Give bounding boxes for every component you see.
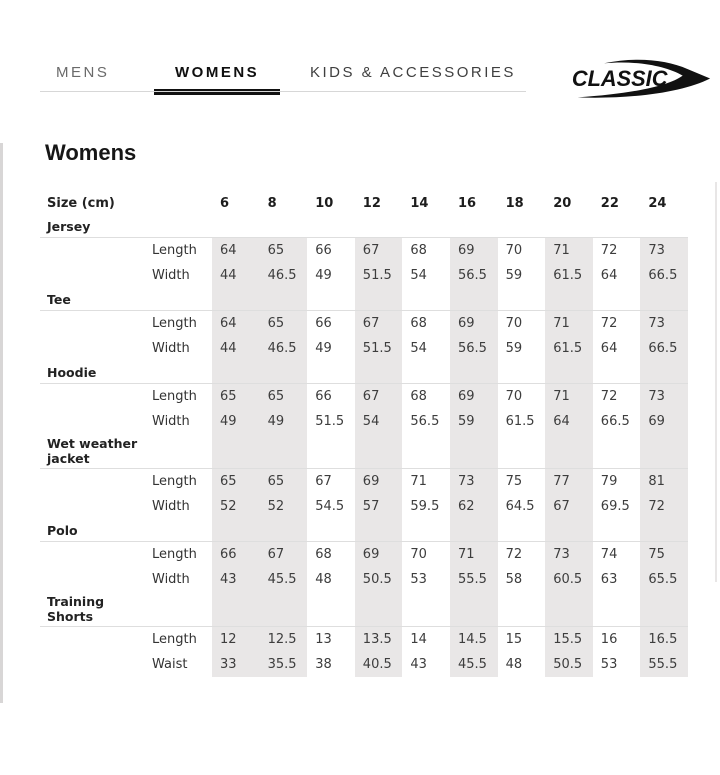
size-table bbox=[40, 191, 688, 677]
size-value: 73 bbox=[545, 542, 593, 567]
size-value: 66 bbox=[315, 389, 332, 404]
row-label: Width bbox=[152, 268, 190, 283]
size-value: 72 bbox=[640, 494, 688, 519]
column-stripe bbox=[402, 434, 450, 468]
column-stripe bbox=[212, 434, 260, 468]
row-spacer bbox=[40, 311, 145, 336]
column-stripe bbox=[212, 361, 260, 383]
table-row bbox=[40, 542, 688, 567]
size-value: 67 bbox=[355, 238, 403, 263]
table-row bbox=[40, 434, 688, 469]
size-value: 50.5 bbox=[355, 567, 403, 592]
size-value: 65 bbox=[260, 238, 308, 263]
size-value: 45.5 bbox=[260, 567, 308, 592]
column-stripe bbox=[593, 434, 641, 468]
size-value: 72 bbox=[600, 243, 618, 258]
column-stripe bbox=[498, 288, 546, 310]
size-column-header: 24 bbox=[648, 195, 667, 211]
brand-logo-text: CLASSIC bbox=[571, 66, 668, 92]
column-stripe bbox=[450, 215, 498, 237]
size-value: 69 bbox=[355, 542, 403, 567]
column-stripe bbox=[355, 434, 403, 468]
size-value: 75 bbox=[640, 542, 688, 567]
column-stripe bbox=[402, 592, 450, 626]
size-column-header: 10 bbox=[315, 195, 334, 211]
size-value: 49 bbox=[212, 409, 260, 434]
size-value: 69 bbox=[450, 311, 498, 336]
size-value: 14.5 bbox=[450, 627, 498, 652]
row-label: Width bbox=[152, 341, 190, 356]
size-value: 55.5 bbox=[450, 567, 498, 592]
size-value: 64 bbox=[600, 341, 618, 356]
table-row bbox=[40, 311, 688, 336]
size-value: 65.5 bbox=[640, 567, 688, 592]
size-value: 66 bbox=[315, 316, 332, 331]
size-table-header-label: Size (cm) bbox=[47, 195, 115, 211]
column-stripe bbox=[593, 592, 641, 626]
size-value: 71 bbox=[545, 384, 593, 409]
size-value: 73 bbox=[640, 384, 688, 409]
size-value: 64 bbox=[212, 238, 260, 263]
size-value: 56.5 bbox=[410, 414, 440, 429]
table-row bbox=[40, 592, 688, 627]
size-value: 66 bbox=[212, 542, 260, 567]
column-stripe bbox=[450, 361, 498, 383]
column-stripe bbox=[355, 592, 403, 626]
size-value: 61.5 bbox=[545, 336, 593, 361]
size-value: 46.5 bbox=[260, 263, 308, 288]
size-value: 66.5 bbox=[640, 263, 688, 288]
size-value: 48 bbox=[315, 572, 332, 587]
column-stripe bbox=[450, 434, 498, 468]
row-spacer bbox=[40, 409, 145, 434]
column-stripe bbox=[545, 434, 593, 468]
size-value: 51.5 bbox=[355, 336, 403, 361]
column-stripe bbox=[355, 361, 403, 383]
size-value: 50.5 bbox=[545, 652, 593, 677]
size-value: 66 bbox=[315, 243, 332, 258]
column-stripe bbox=[212, 592, 260, 626]
column-stripe bbox=[593, 519, 641, 541]
section-label-text: Hoodie bbox=[47, 364, 97, 380]
column-stripe bbox=[307, 215, 355, 237]
row-spacer bbox=[40, 336, 145, 361]
size-value: 53 bbox=[410, 572, 427, 587]
size-column-header: 22 bbox=[600, 195, 619, 211]
table-row bbox=[40, 519, 688, 542]
column-stripe bbox=[307, 288, 355, 310]
size-value: 63 bbox=[600, 572, 618, 587]
column-stripe bbox=[593, 215, 641, 237]
section-label-text: Jersey bbox=[47, 218, 91, 234]
section-label-text: Wet weather jacket bbox=[47, 436, 138, 466]
column-stripe bbox=[260, 361, 308, 383]
size-value: 69 bbox=[640, 409, 688, 434]
column-stripe bbox=[640, 288, 688, 310]
size-value: 71 bbox=[450, 542, 498, 567]
row-label: Length bbox=[152, 316, 197, 331]
size-value: 53 bbox=[600, 657, 618, 672]
size-value: 64 bbox=[600, 268, 618, 283]
size-value: 15.5 bbox=[545, 627, 593, 652]
table-row bbox=[40, 652, 688, 677]
size-value: 55.5 bbox=[640, 652, 688, 677]
size-value: 70 bbox=[410, 547, 427, 562]
row-spacer bbox=[40, 542, 145, 567]
table-row bbox=[40, 384, 688, 409]
size-value: 54 bbox=[355, 409, 403, 434]
column-stripe bbox=[450, 288, 498, 310]
row-spacer bbox=[40, 384, 145, 409]
row-spacer bbox=[40, 494, 145, 519]
size-value: 62 bbox=[450, 494, 498, 519]
size-value: 44 bbox=[212, 336, 260, 361]
size-value: 49 bbox=[260, 409, 308, 434]
size-value: 52 bbox=[260, 494, 308, 519]
column-stripe bbox=[498, 434, 546, 468]
tab-kids-accessories[interactable]: KIDS & ACCESSORIES bbox=[310, 64, 516, 81]
size-column-header: 12 bbox=[362, 195, 381, 211]
row-label: Length bbox=[152, 547, 197, 562]
size-column-header: 14 bbox=[410, 195, 429, 211]
size-value: 54 bbox=[410, 268, 427, 283]
section-label-text: Tee bbox=[47, 291, 71, 307]
size-value: 71 bbox=[545, 311, 593, 336]
size-value: 13.5 bbox=[355, 627, 403, 652]
size-value: 48 bbox=[505, 657, 523, 672]
column-stripe bbox=[498, 592, 546, 626]
size-value: 67 bbox=[355, 311, 403, 336]
size-value: 77 bbox=[545, 469, 593, 494]
column-stripe bbox=[640, 592, 688, 626]
table-row bbox=[40, 288, 688, 311]
column-stripe bbox=[307, 519, 355, 541]
size-value: 67 bbox=[315, 474, 332, 489]
size-column-header: 8 bbox=[267, 195, 277, 211]
column-stripe bbox=[545, 519, 593, 541]
column-stripe bbox=[355, 215, 403, 237]
size-value: 54.5 bbox=[315, 499, 345, 514]
section-label bbox=[40, 288, 212, 310]
size-value: 56.5 bbox=[450, 336, 498, 361]
size-value: 73 bbox=[450, 469, 498, 494]
column-stripe bbox=[640, 361, 688, 383]
row-label: Length bbox=[152, 389, 197, 404]
size-value: 16.5 bbox=[640, 627, 688, 652]
right-edge-artifact bbox=[715, 182, 717, 582]
table-row bbox=[40, 263, 688, 288]
section-label bbox=[40, 215, 212, 237]
size-value: 13 bbox=[315, 632, 332, 647]
size-value: 15 bbox=[505, 632, 523, 647]
size-value: 72 bbox=[600, 316, 618, 331]
size-value: 68 bbox=[410, 316, 427, 331]
column-stripe bbox=[402, 215, 450, 237]
size-value: 65 bbox=[260, 384, 308, 409]
size-value: 66.5 bbox=[600, 414, 630, 429]
size-value: 59.5 bbox=[410, 499, 440, 514]
size-value: 70 bbox=[505, 316, 523, 331]
brand-logo bbox=[570, 55, 712, 100]
size-value: 43 bbox=[212, 567, 260, 592]
size-column-header: 6 bbox=[220, 195, 230, 211]
size-value: 40.5 bbox=[355, 652, 403, 677]
size-value: 61.5 bbox=[545, 263, 593, 288]
column-stripe bbox=[212, 288, 260, 310]
size-value: 61.5 bbox=[505, 414, 535, 429]
column-stripe bbox=[545, 288, 593, 310]
column-stripe bbox=[640, 434, 688, 468]
size-column-header: 16 bbox=[457, 195, 477, 211]
tab-womens[interactable]: WOMENS bbox=[154, 65, 280, 95]
size-value: 69 bbox=[450, 238, 498, 263]
column-stripe bbox=[260, 592, 308, 626]
column-stripe bbox=[212, 519, 260, 541]
row-spacer bbox=[40, 263, 145, 288]
section-label bbox=[40, 361, 212, 383]
table-row bbox=[40, 238, 688, 263]
table-row bbox=[40, 567, 688, 592]
size-value: 16 bbox=[600, 632, 618, 647]
row-spacer bbox=[40, 567, 145, 592]
row-spacer bbox=[40, 627, 145, 652]
size-value: 35.5 bbox=[260, 652, 308, 677]
row-label: Width bbox=[152, 499, 190, 514]
section-label bbox=[40, 434, 212, 468]
column-stripe bbox=[545, 361, 593, 383]
left-edge-artifact bbox=[0, 143, 3, 703]
row-label: Length bbox=[152, 474, 197, 489]
row-label: Length bbox=[152, 632, 197, 647]
size-value: 51.5 bbox=[355, 263, 403, 288]
column-stripe bbox=[498, 361, 546, 383]
size-value: 75 bbox=[505, 474, 523, 489]
size-value: 51.5 bbox=[315, 414, 345, 429]
size-column-header: 20 bbox=[553, 195, 572, 211]
column-stripe bbox=[260, 519, 308, 541]
column-stripe bbox=[640, 215, 688, 237]
row-label: Width bbox=[152, 414, 190, 429]
size-column-header: 18 bbox=[505, 195, 524, 211]
section-label-text: Polo bbox=[47, 522, 78, 538]
column-stripe bbox=[260, 288, 308, 310]
size-value: 49 bbox=[315, 268, 332, 283]
size-value: 68 bbox=[315, 547, 332, 562]
tabs-divider bbox=[40, 91, 526, 92]
size-value: 69 bbox=[355, 469, 403, 494]
page-title: Womens bbox=[45, 140, 137, 165]
size-value: 79 bbox=[600, 474, 618, 489]
size-value: 65 bbox=[260, 469, 308, 494]
size-value: 70 bbox=[505, 243, 523, 258]
column-stripe bbox=[593, 361, 641, 383]
top-navigation bbox=[40, 55, 712, 101]
size-value: 64 bbox=[212, 311, 260, 336]
size-value: 65 bbox=[212, 469, 260, 494]
column-stripe bbox=[450, 592, 498, 626]
table-row bbox=[40, 627, 688, 652]
table-row bbox=[40, 409, 688, 434]
size-value: 45.5 bbox=[450, 652, 498, 677]
table-header-row bbox=[40, 191, 688, 215]
size-value: 46.5 bbox=[260, 336, 308, 361]
column-stripe bbox=[212, 215, 260, 237]
table-row bbox=[40, 215, 688, 238]
column-stripe bbox=[307, 361, 355, 383]
size-value: 67 bbox=[355, 384, 403, 409]
column-stripe bbox=[498, 215, 546, 237]
size-value: 59 bbox=[505, 341, 523, 356]
table-row bbox=[40, 494, 688, 519]
column-stripe bbox=[402, 361, 450, 383]
size-value: 60.5 bbox=[545, 567, 593, 592]
column-stripe bbox=[260, 434, 308, 468]
size-value: 71 bbox=[410, 474, 427, 489]
size-value: 12 bbox=[212, 627, 260, 652]
size-value: 59 bbox=[450, 409, 498, 434]
size-value: 65 bbox=[212, 384, 260, 409]
column-stripe bbox=[260, 215, 308, 237]
column-stripe bbox=[545, 592, 593, 626]
size-value: 71 bbox=[545, 238, 593, 263]
tab-mens[interactable]: MENS bbox=[56, 64, 110, 81]
size-value: 58 bbox=[505, 572, 523, 587]
row-spacer bbox=[40, 469, 145, 494]
size-value: 65 bbox=[260, 311, 308, 336]
size-value: 69.5 bbox=[600, 499, 630, 514]
row-spacer bbox=[40, 652, 145, 677]
size-value: 69 bbox=[450, 384, 498, 409]
row-label: Length bbox=[152, 243, 197, 258]
section-label-text: Training Shorts bbox=[47, 594, 105, 624]
column-stripe bbox=[355, 288, 403, 310]
column-stripe bbox=[355, 519, 403, 541]
column-stripe bbox=[402, 288, 450, 310]
row-label: Waist bbox=[152, 657, 188, 672]
size-value: 68 bbox=[410, 389, 427, 404]
row-spacer bbox=[40, 238, 145, 263]
size-value: 52 bbox=[212, 494, 260, 519]
column-stripe bbox=[640, 519, 688, 541]
column-stripe bbox=[307, 434, 355, 468]
section-label bbox=[40, 592, 212, 626]
size-value: 12.5 bbox=[260, 627, 308, 652]
section-label bbox=[40, 519, 212, 541]
size-value: 49 bbox=[315, 341, 332, 356]
table-row bbox=[40, 336, 688, 361]
size-value: 72 bbox=[600, 389, 618, 404]
table-row bbox=[40, 361, 688, 384]
size-value: 59 bbox=[505, 268, 523, 283]
column-stripe bbox=[545, 215, 593, 237]
size-value: 72 bbox=[505, 547, 523, 562]
size-value: 67 bbox=[545, 494, 593, 519]
size-value: 66.5 bbox=[640, 336, 688, 361]
column-stripe bbox=[498, 519, 546, 541]
size-value: 73 bbox=[640, 238, 688, 263]
size-value: 64 bbox=[545, 409, 593, 434]
column-stripe bbox=[593, 288, 641, 310]
row-label: Width bbox=[152, 572, 190, 587]
size-value: 43 bbox=[410, 657, 427, 672]
size-value: 70 bbox=[505, 389, 523, 404]
size-value: 81 bbox=[640, 469, 688, 494]
size-value: 67 bbox=[260, 542, 308, 567]
size-value: 33 bbox=[212, 652, 260, 677]
size-value: 56.5 bbox=[450, 263, 498, 288]
size-value: 68 bbox=[410, 243, 427, 258]
size-value: 57 bbox=[355, 494, 403, 519]
size-value: 73 bbox=[640, 311, 688, 336]
size-value: 74 bbox=[600, 547, 618, 562]
size-value: 54 bbox=[410, 341, 427, 356]
size-value: 64.5 bbox=[505, 499, 535, 514]
column-stripe bbox=[450, 519, 498, 541]
size-value: 38 bbox=[315, 657, 332, 672]
size-value: 44 bbox=[212, 263, 260, 288]
column-stripe bbox=[307, 592, 355, 626]
size-value: 14 bbox=[410, 632, 427, 647]
table-row bbox=[40, 469, 688, 494]
column-stripe bbox=[402, 519, 450, 541]
